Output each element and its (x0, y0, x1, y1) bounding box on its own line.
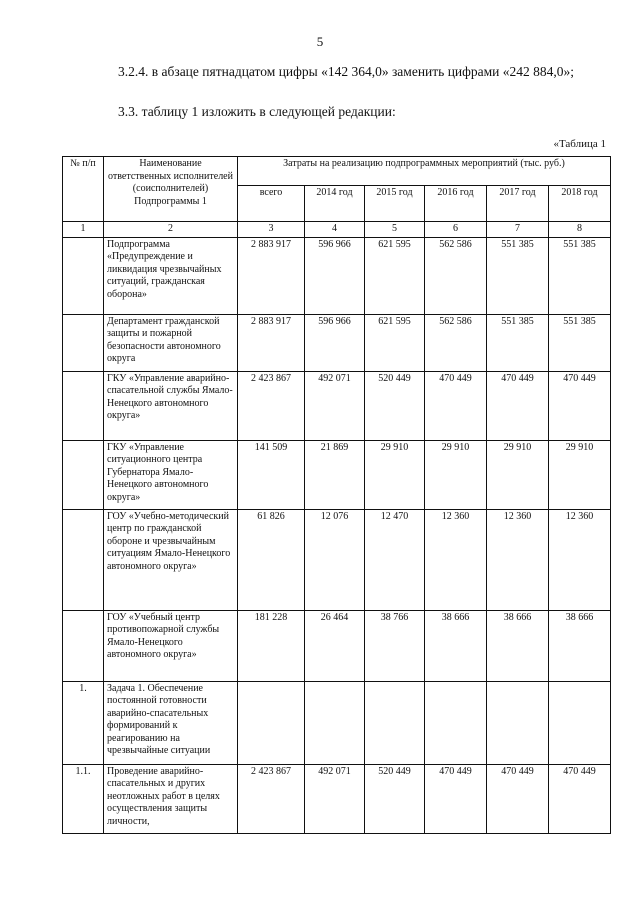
row-number: 1.1. (63, 764, 104, 833)
header-costs-group: Затраты на реализацию подпрограммных мероприятий (тыс. руб.) (238, 157, 611, 186)
value-2018: 29 910 (549, 440, 611, 509)
table-row (63, 681, 611, 764)
value-2018: 551 385 (549, 314, 611, 371)
row-number (63, 371, 104, 440)
paragraph-3-3: 3.3. таблицу 1 изложить в следующей редакции: (118, 104, 396, 119)
value-2017: 551 385 (487, 314, 549, 371)
header-year-2015: 2015 год (365, 186, 425, 222)
page-number: 5 (316, 34, 324, 49)
value-2016: 12 360 (425, 509, 487, 610)
value-2018: 551 385 (549, 237, 611, 314)
row-number (63, 314, 104, 371)
value-total: 2 883 917 (238, 314, 305, 371)
cost-table (62, 156, 611, 834)
value-2017: 12 360 (487, 509, 549, 610)
value-2017: 470 449 (487, 371, 549, 440)
value-2016: 470 449 (425, 764, 487, 833)
row-number (63, 237, 104, 314)
value-2014: 26 464 (305, 610, 365, 681)
table-row (63, 610, 611, 681)
paragraph-3-2-4: 3.2.4. в абзаце пятнадцатом цифры «142 364,0» заменить цифрами «242 884,0»; (118, 64, 575, 79)
value-2015: 520 449 (365, 371, 425, 440)
value-2014: 21 869 (305, 440, 365, 509)
value-2017: 470 449 (487, 764, 549, 833)
row-name: ГОУ «Учебно-методический центр по гражданской обороне и чрезвычайным ситуациям Ямало-Ненецкого автономного округа» (104, 509, 238, 610)
table-index-row (63, 222, 611, 238)
value-2015: 38 766 (365, 610, 425, 681)
value-2018: 470 449 (549, 371, 611, 440)
value-2015: 621 595 (365, 314, 425, 371)
value-2018 (549, 681, 611, 764)
value-2014: 492 071 (305, 371, 365, 440)
value-2017: 38 666 (487, 610, 549, 681)
value-2016: 470 449 (425, 371, 487, 440)
index-cell: 6 (425, 222, 487, 238)
row-number (63, 610, 104, 681)
row-number (63, 509, 104, 610)
header-year-2014: 2014 год (305, 186, 365, 222)
header-year-2018: 2018 год (549, 186, 611, 222)
table-row (63, 237, 611, 314)
value-total: 181 228 (238, 610, 305, 681)
value-2015: 29 910 (365, 440, 425, 509)
value-2015 (365, 681, 425, 764)
index-cell: 2 (104, 222, 238, 238)
row-name: Задача 1. Обеспечение постоянной готовности аварийно-спасательных формирований к реагированию на чрезвычайные ситуации (104, 681, 238, 764)
index-cell: 3 (238, 222, 305, 238)
value-2016: 29 910 (425, 440, 487, 509)
value-2018: 470 449 (549, 764, 611, 833)
value-2016: 562 586 (425, 314, 487, 371)
table-row (63, 509, 611, 610)
header-year-2017: 2017 год (487, 186, 549, 222)
index-cell: 1 (63, 222, 104, 238)
index-cell: 5 (365, 222, 425, 238)
row-number: 1. (63, 681, 104, 764)
row-name: ГКУ «Управление аварийно-спасательной службы Ямало-Ненецкого автономного округа» (104, 371, 238, 440)
value-2017: 29 910 (487, 440, 549, 509)
value-2018: 38 666 (549, 610, 611, 681)
value-2014: 492 071 (305, 764, 365, 833)
table-header-row-1 (63, 157, 611, 186)
value-total: 2 423 867 (238, 764, 305, 833)
value-total: 141 509 (238, 440, 305, 509)
value-2015: 621 595 (365, 237, 425, 314)
row-name: Проведение аварийно-спасательных и других неотложных работ в целях осуществления защиты личности, (104, 764, 238, 833)
value-2017: 551 385 (487, 237, 549, 314)
value-2016 (425, 681, 487, 764)
index-cell: 4 (305, 222, 365, 238)
index-cell: 7 (487, 222, 549, 238)
value-total: 2 423 867 (238, 371, 305, 440)
value-total (238, 681, 305, 764)
value-2014 (305, 681, 365, 764)
value-2016: 38 666 (425, 610, 487, 681)
value-2014: 596 966 (305, 237, 365, 314)
row-name: ГОУ «Учебный центр противопожарной службы Ямало-Ненецкого автономного округа» (104, 610, 238, 681)
value-total: 2 883 917 (238, 237, 305, 314)
index-cell: 8 (549, 222, 611, 238)
value-2015: 12 470 (365, 509, 425, 610)
table-caption: «Таблица 1 (553, 138, 606, 150)
header-no: № п/п (63, 157, 104, 222)
header-name: Наименование ответственных исполнителей (соисполнителей) Подпрограммы 1 (104, 157, 238, 222)
value-2014: 12 076 (305, 509, 365, 610)
value-2015: 520 449 (365, 764, 425, 833)
value-2018: 12 360 (549, 509, 611, 610)
header-year-2016: 2016 год (425, 186, 487, 222)
row-name: Департамент гражданской защиты и пожарной безопасности автономного округа (104, 314, 238, 371)
header-year-total: всего (238, 186, 305, 222)
row-number (63, 440, 104, 509)
value-total: 61 826 (238, 509, 305, 610)
value-2016: 562 586 (425, 237, 487, 314)
table-row (63, 764, 611, 833)
row-name: Подпрограмма «Предупреждение и ликвидация чрезвычайных ситуаций, гражданская оборона» (104, 237, 238, 314)
table-row (63, 440, 611, 509)
table-row (63, 314, 611, 371)
table-row (63, 371, 611, 440)
value-2014: 596 966 (305, 314, 365, 371)
value-2017 (487, 681, 549, 764)
row-name: ГКУ «Управление ситуационного центра Губернатора Ямало-Ненецкого автономного округа» (104, 440, 238, 509)
